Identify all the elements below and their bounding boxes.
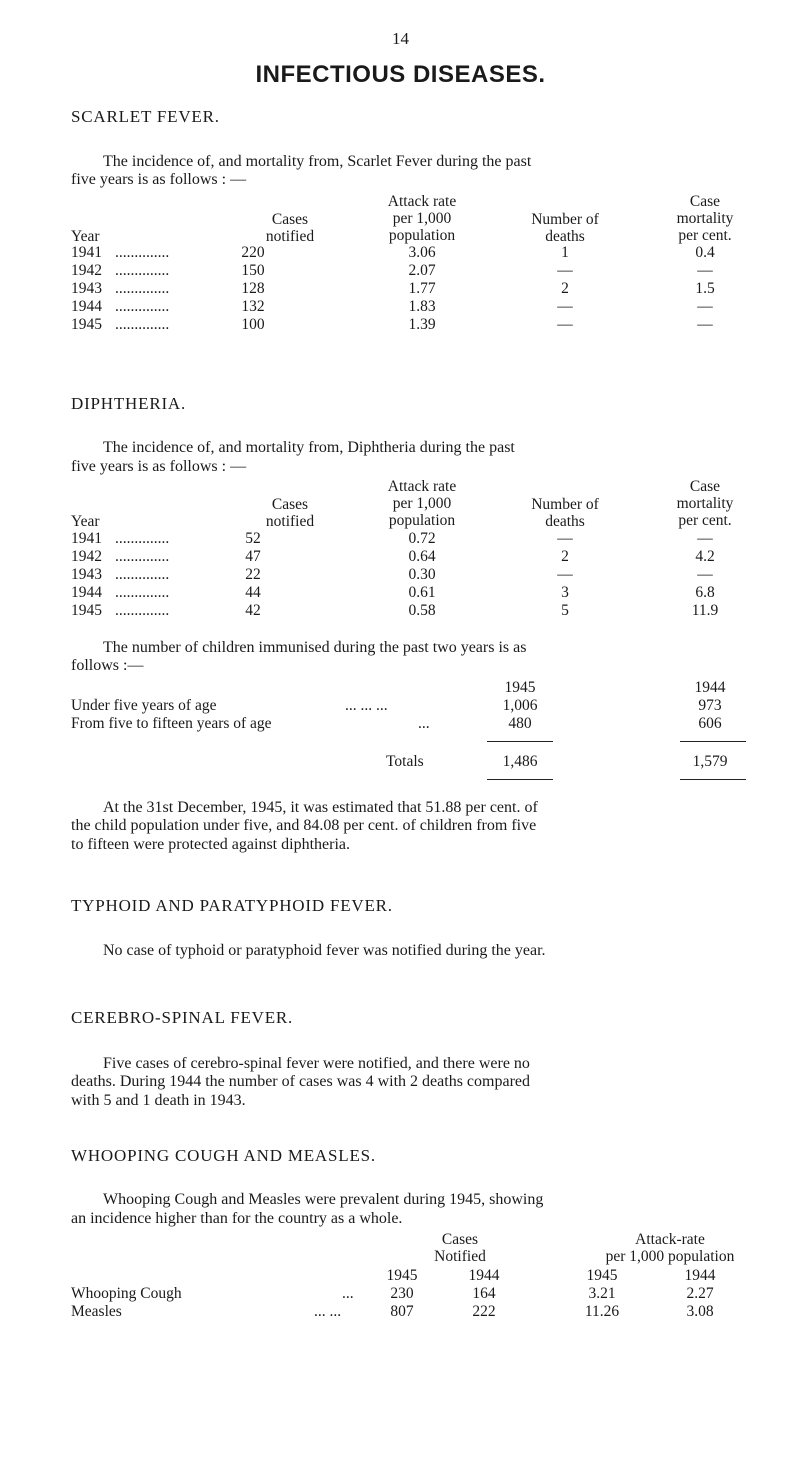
- table-cell: 230: [390, 1285, 414, 1302]
- table-row: 1943 .............. 22: [71, 566, 261, 583]
- col-header-deaths: Number of deaths: [531, 211, 599, 246]
- col-header-year: 1944: [468, 1267, 500, 1284]
- diphtheria-heading: DIPHTHERIA.: [71, 394, 187, 413]
- page-title: INFECTIOUS DISEASES.: [255, 61, 546, 88]
- table-cell: 2: [561, 548, 569, 565]
- table-cell: —: [557, 530, 573, 547]
- col-header-1945: 1945: [504, 679, 536, 696]
- scarlet-fever-heading: SCARLET FEVER.: [71, 107, 220, 126]
- table-cell: 0.61: [408, 584, 436, 601]
- cerebro-line-3: with 5 and 1 death in 1943.: [71, 1092, 246, 1109]
- cerebro-line-1: Five cases of cerebro-spinal fever were notified, and there were no: [103, 1055, 530, 1072]
- table-cell: 0.64: [408, 548, 436, 565]
- table-cell: 3.21: [588, 1285, 616, 1302]
- sum-rule: [487, 741, 553, 742]
- table-cell: 5: [561, 602, 569, 619]
- table-cell: 3.08: [686, 1303, 714, 1320]
- col-header-attack-rate: Attack rate per 1,000 population: [387, 478, 457, 530]
- table-cell: —: [557, 298, 573, 315]
- estimate-line-1: At the 31st December, 1945, it was estimated that 51.88 per cent. of: [103, 799, 538, 816]
- double-rule: [487, 779, 553, 780]
- table-row: 1942 .............. 47: [71, 548, 261, 565]
- col-header-year: 1944: [684, 1267, 716, 1284]
- leader-dots: ...: [342, 1285, 354, 1302]
- page-number: 14: [392, 29, 409, 48]
- table-cell: —: [697, 262, 713, 279]
- table-cell: —: [697, 530, 713, 547]
- col-header-attack-rate: Attack-rate per 1,000 population: [605, 1231, 735, 1266]
- table-row: 1943 .............. 128: [71, 280, 265, 297]
- table-cell: —: [697, 298, 713, 315]
- table-cell: 11.26: [584, 1303, 620, 1320]
- col-header-attack-rate: Attack rate per 1,000 population: [387, 193, 457, 245]
- table-row: Whooping Cough: [71, 1285, 182, 1302]
- col-header-cases: Cases notified: [265, 496, 315, 531]
- col-header-year: 1945: [386, 1267, 418, 1284]
- totals-1945: 1,486: [502, 753, 538, 770]
- col-header-cases: Cases notified: [265, 211, 315, 246]
- table-cell: 807: [390, 1303, 414, 1320]
- table-cell: 0.4: [695, 244, 715, 261]
- table-row: 1941 .............. 52: [71, 530, 261, 547]
- table-cell: 0.72: [408, 530, 436, 547]
- whooping-measles-heading: WHOOPING COUGH AND MEASLES.: [71, 1146, 376, 1165]
- table-cell: 11.9: [691, 602, 719, 619]
- estimate-line-3: to fifteen were protected against diphtheria.: [71, 836, 350, 853]
- diphtheria-intro-line-2: five years is as follows : —: [71, 458, 247, 475]
- whooping-line-1: Whooping Cough and Measles were prevalent during 1945, showing: [103, 1191, 544, 1208]
- table-cell: 2.07: [408, 262, 436, 279]
- scarlet-intro-line-2: five years is as follows : —: [71, 171, 247, 188]
- totals-label: Totals: [386, 753, 424, 770]
- table-cell: 3: [561, 584, 569, 601]
- table-row: From five to fifteen years of age: [71, 715, 272, 732]
- estimate-line-2: the child population under five, and 84.08 per cent. of children from five: [71, 817, 537, 834]
- typhoid-text: No case of typhoid or paratyphoid fever was notified during the year.: [103, 942, 546, 959]
- table-cell: 2.27: [686, 1285, 714, 1302]
- col-header-1944: 1944: [694, 679, 726, 696]
- col-header-cases-notified: Cases Notified: [434, 1231, 486, 1266]
- cerebro-spinal-heading: CEREBRO-SPINAL FEVER.: [71, 1008, 294, 1027]
- table-cell: 0.58: [408, 602, 436, 619]
- table-cell: 606: [698, 715, 722, 732]
- table-row: Under five years of age: [71, 697, 217, 714]
- table-row: 1941 .............. 220: [71, 244, 265, 261]
- immunised-intro-line-2: follows :—: [71, 657, 144, 674]
- table-cell: 164: [472, 1285, 496, 1302]
- col-header-mortality: Case mortality per cent.: [676, 193, 734, 245]
- table-cell: —: [557, 262, 573, 279]
- table-cell: 1,006: [502, 697, 538, 714]
- table-row: Measles: [71, 1303, 122, 1320]
- table-cell: 1: [561, 244, 569, 261]
- table-cell: 3.06: [408, 244, 436, 261]
- double-rule: [680, 779, 746, 780]
- whooping-line-2: an incidence higher than for the country as a whole.: [71, 1210, 403, 1227]
- table-cell: 2: [561, 280, 569, 297]
- immunised-intro-line-1: The number of children immunised during the past two years is as: [103, 639, 527, 656]
- table-row: 1944 .............. 44: [71, 584, 261, 601]
- table-cell: 6.8: [695, 584, 715, 601]
- leader-dots: ... ...: [314, 1303, 342, 1320]
- table-cell: —: [557, 316, 573, 333]
- col-header-deaths: Number of deaths: [531, 496, 599, 531]
- table-cell: 222: [472, 1303, 496, 1320]
- table-row: 1945 .............. 100: [71, 316, 265, 333]
- table-cell: —: [697, 566, 713, 583]
- sum-rule: [680, 741, 746, 742]
- table-row: 1944 .............. 132: [71, 298, 265, 315]
- table-cell: 1.39: [408, 316, 436, 333]
- col-header-year: Year: [71, 513, 100, 530]
- diphtheria-intro-line-1: The incidence of, and mortality from, Diphtheria during the past: [103, 439, 515, 456]
- col-header-year: 1945: [586, 1267, 618, 1284]
- table-row: 1942 .............. 150: [71, 262, 265, 279]
- col-header-mortality: Case mortality per cent.: [676, 478, 734, 530]
- table-cell: 1.83: [408, 298, 436, 315]
- leader-dots: ... ... ...: [345, 697, 388, 714]
- totals-1944: 1,579: [692, 753, 728, 770]
- table-cell: 973: [698, 697, 722, 714]
- table-cell: 1.77: [408, 280, 436, 297]
- table-cell: —: [557, 566, 573, 583]
- typhoid-heading: TYPHOID AND PARATYPHOID FEVER.: [71, 896, 393, 915]
- scarlet-intro-line-1: The incidence of, and mortality from, Scarlet Fever during the past: [103, 153, 532, 170]
- table-cell: 0.30: [408, 566, 436, 583]
- col-header-year: Year: [71, 228, 100, 245]
- table-row: 1945 .............. 42: [71, 602, 261, 619]
- table-cell: —: [697, 316, 713, 333]
- table-cell: 1.5: [695, 280, 715, 297]
- leader-dots: ...: [418, 715, 430, 732]
- table-cell: 4.2: [695, 548, 715, 565]
- cerebro-line-2: deaths. During 1944 the number of cases was 4 with 2 deaths compared: [71, 1073, 530, 1090]
- table-cell: 480: [508, 715, 532, 732]
